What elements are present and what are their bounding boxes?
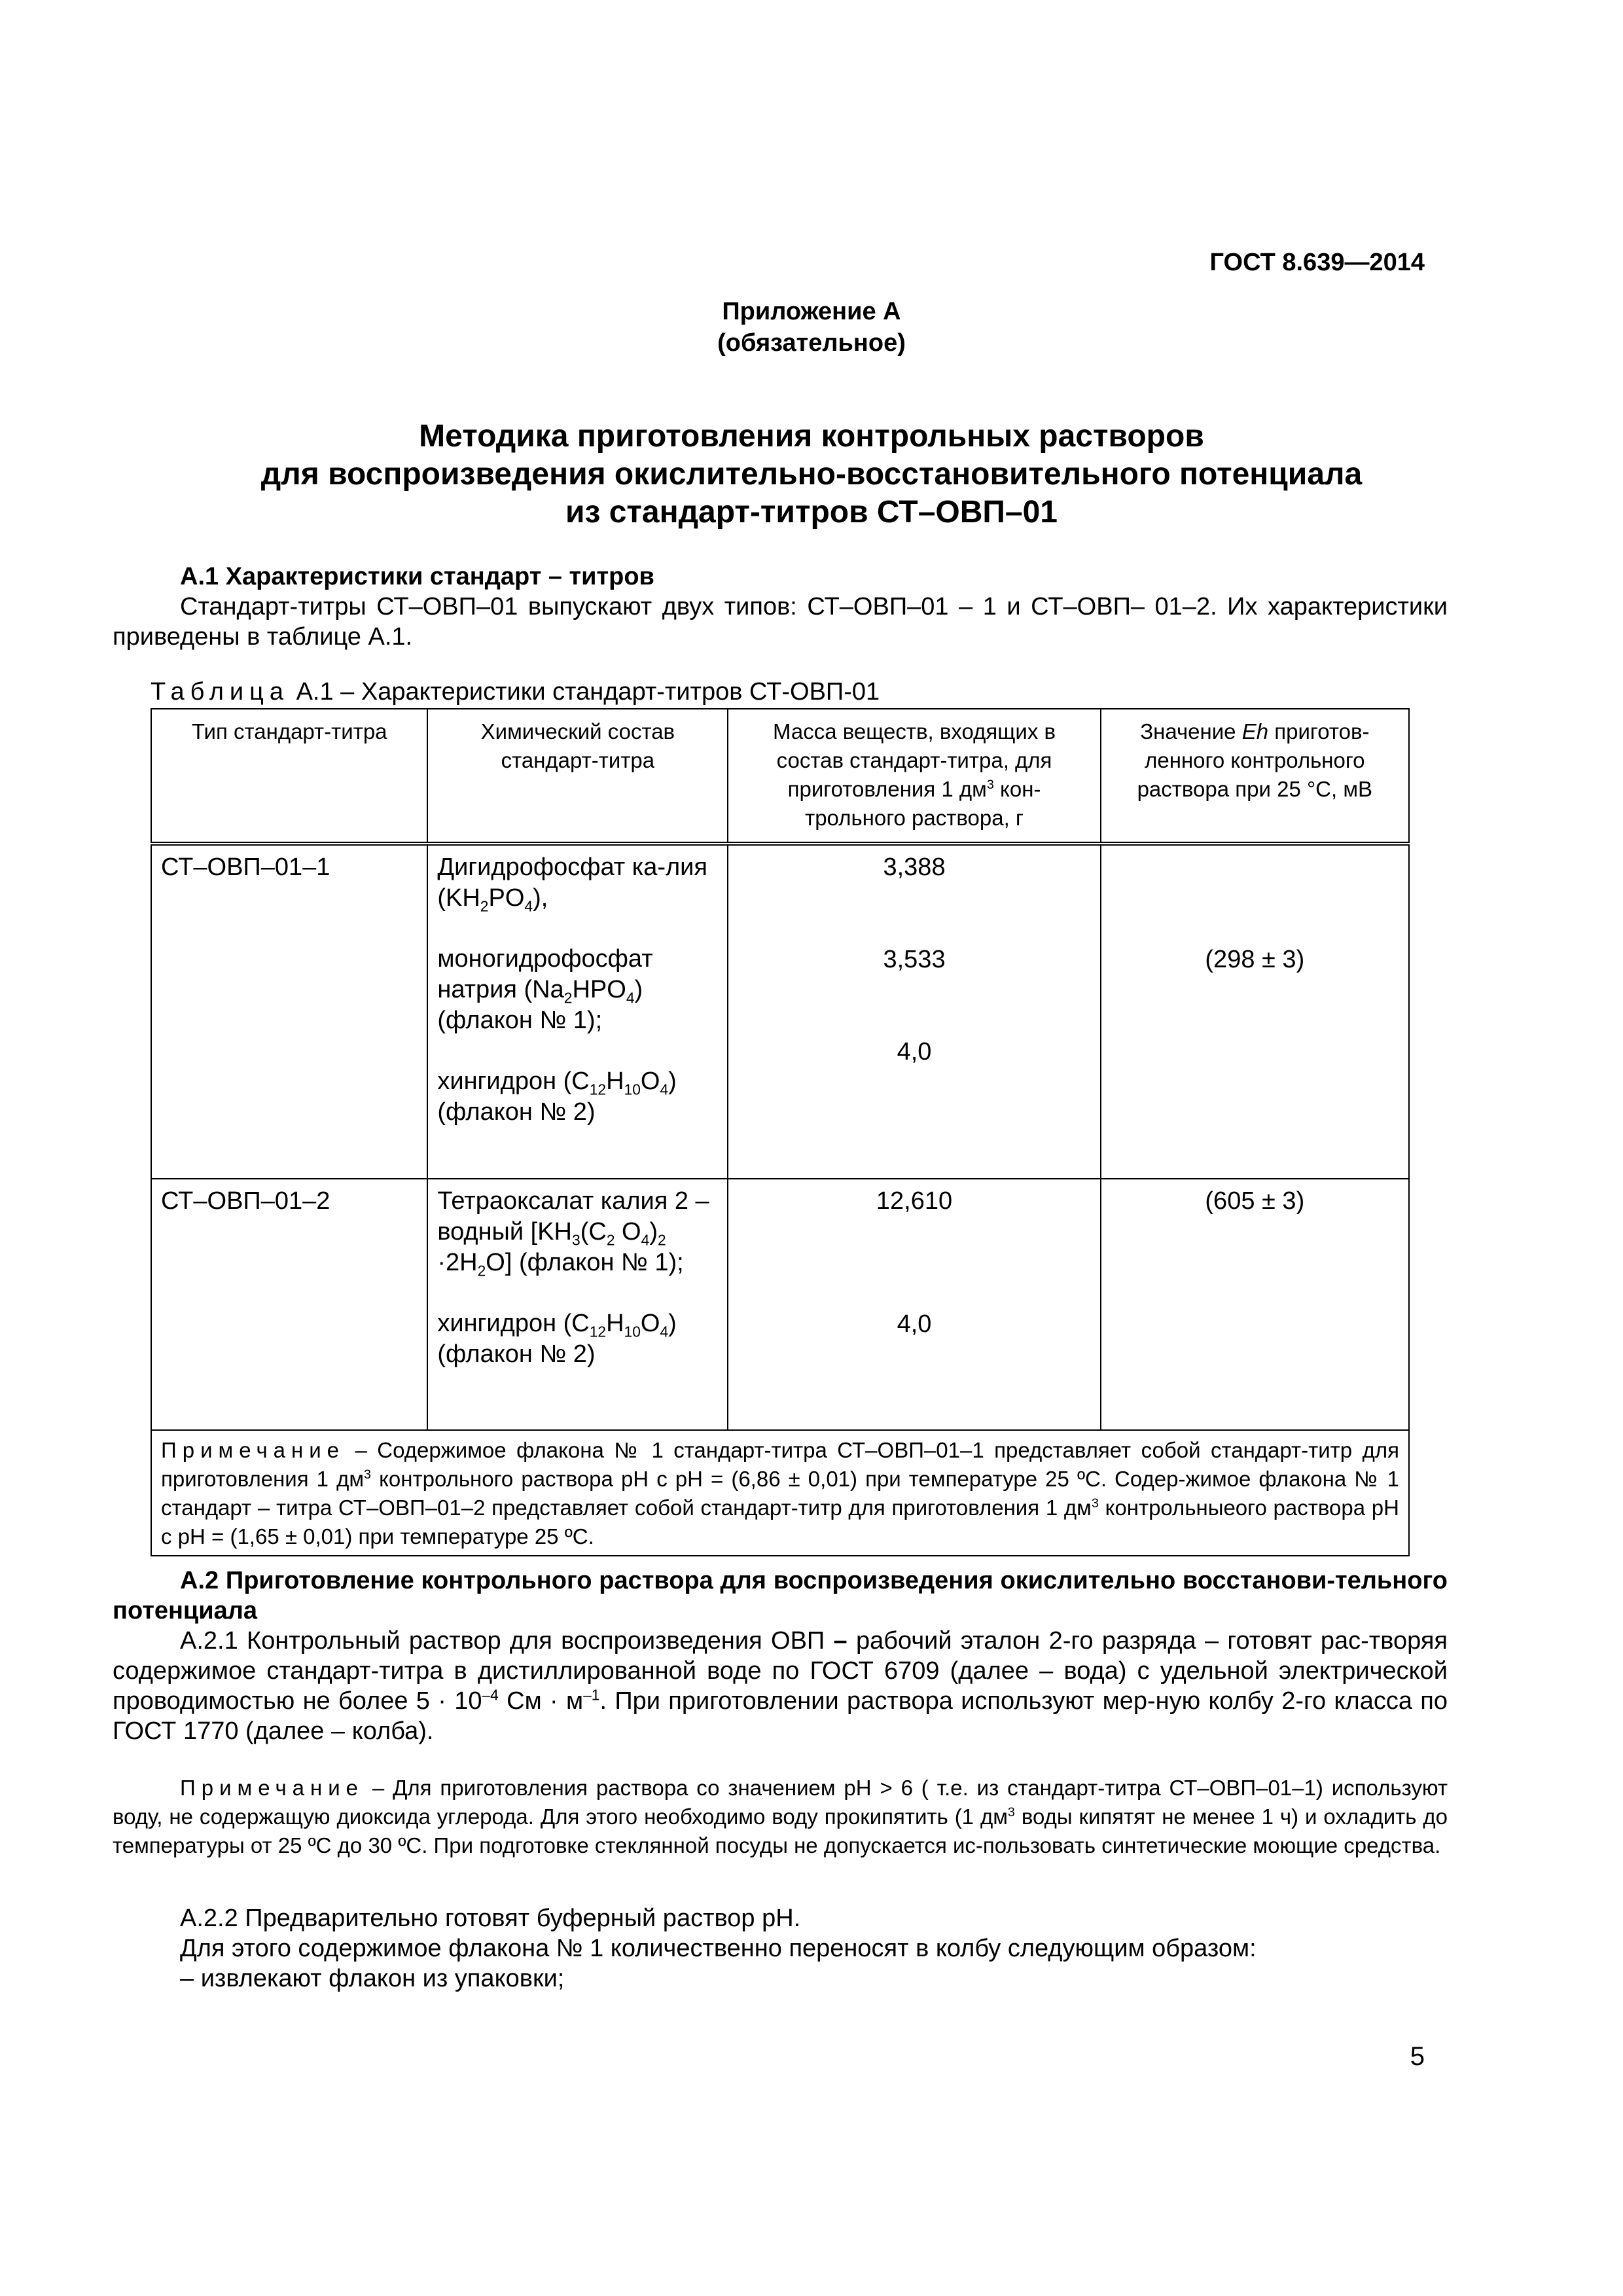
table-caption-word: Таблица	[151, 678, 289, 706]
table-note: Примечание – Содержимое флакона № 1 стандарт-титра СТ–ОВП–01–1 представляет собой стандарт-титр для приготовления 1 $дм^3$ контрольного раствора pH с pH = (6,86 ± 0,01) при температуре 25 ºС. Содер-жимое флакона № 1 стандарт – титра СТ–ОВП–01–2 представляет собой стандарт-титр для приготовления 1 $дм^3$ контрольныеого раствора pH с pH = (1,65 ± 0,01) при температуре 25 ºС.	[151, 1430, 1409, 1556]
document-title	[0, 418, 1623, 531]
header-mass: Масса веществ, входящих в состав стандарт-титра, для приготовления 1 $дм^3$ кон-трольного раствора, г	[728, 709, 1100, 844]
standard-titres-table	[151, 708, 1410, 1556]
row2-type: СТ–ОВП–01–2	[151, 1179, 427, 1430]
section-a2-2	[113, 1903, 1448, 1994]
row1-eh: (298 ± 3)	[1101, 844, 1409, 1179]
annex-status: (обязательное)	[717, 329, 906, 357]
header-composition: Химический состав стандарт-титра	[427, 709, 728, 844]
table-caption	[151, 678, 880, 706]
page-number: 5	[1410, 2042, 1425, 2071]
row1-mass: 3,388 3,533 4,0	[728, 844, 1100, 1179]
section-a2-2-p1: А.2.2 Предварительно готовят буферный раствор pH.	[180, 1905, 801, 1932]
gost-identifier: ГОСТ 8.639—2014	[1209, 249, 1425, 276]
section-a2-2-p3: – извлекают флакон из упаковки;	[180, 1965, 565, 1992]
row1-type: СТ–ОВП–01–1	[151, 844, 427, 1179]
table-note-row	[151, 1430, 1409, 1556]
section-a1	[113, 562, 1448, 652]
note-water-preparation: Примечание – Для приготовления раствора со значением pH > 6 ( т.е. из стандарт-титра СТ–ОВП–01–1) используют воду, не содержащую диоксида углерода. Для этого необходимо воду прокипятить (1 $дм^3$ воды кипятят не менее 1 ч) и охладить до температуры от 25 ºС до 30 ºС. При подготовке стеклянной посуды не допускается ис-пользовать синтетические моющие средства.	[113, 1776, 1448, 1857]
row2-eh: (605 ± 3)	[1101, 1179, 1409, 1430]
row1-composition: Дигидрофосфат ка-лия $(KH_2PO_4)$, моногидрофосфат натрия $(Na_2HPO_4)$ (флакон № 1); хингидрон $(C_{12}H_{10}O_4)$ (флакон № 2)	[427, 844, 728, 1179]
table-row	[151, 844, 1409, 1179]
table-header-row	[151, 709, 1409, 844]
header-eh: Значение Eh приготов-ленного контрольного раствора при 25 °С, мВ	[1101, 709, 1409, 844]
row2-composition: Тетраоксалат калия 2 – водный [$KH_3(C_2$ $O_4)_2 \cdot 2H_2O$] (флакон № 1); хингидрон $(C_{12}H_{10}O_4)$ (флакон № 2)	[427, 1179, 728, 1430]
title-line-2: для воспроизведения окислительно-восстановительного потенциала	[260, 457, 1363, 492]
header-type: Тип стандарт-титра	[151, 709, 427, 844]
section-a2	[113, 1566, 1448, 1746]
title-line-3: из стандарт-титров СТ–ОВП–01	[565, 495, 1058, 529]
section-a1-text: Стандарт-титры СТ–ОВП–01 выпускают двух типов: СТ–ОВП–01 – 1 и СТ–ОВП– 01–2. Их характеристики приведены в таблице А.1.	[113, 593, 1448, 651]
title-line-1: Методика приготовления контрольных растворов	[419, 419, 1204, 454]
section-a1-heading: А.1 Характеристики стандарт – титров	[180, 563, 654, 590]
table-caption-text: А.1 – Характеристики стандарт-титров СТ-ОВП-01	[296, 678, 880, 706]
section-a2-1-text: А.2.1 Контрольный раствор для воспроизведения ОВП – рабочий эталон 2-го разряда – готовят рас-творяя содержимое стандарт-титра в дистиллированной воде по ГОСТ 6709 (далее – вода) с удельной электрической проводимостью не более $5 \cdot 10^{-4}$ См · $м^{-1}$. При приготовлении раствора используют мер-ную колбу 2-го класса по ГОСТ 1770 (далее – колба).	[113, 1627, 1448, 1745]
table-row	[151, 1179, 1409, 1430]
section-a2-2-p2: Для этого содержимое флакона № 1 количественно переносят в колбу следующим образом:	[180, 1935, 1257, 1962]
annex-title: Приложение А	[722, 298, 901, 325]
annex-heading	[0, 296, 1623, 359]
row2-mass: 12,610 4,0	[728, 1179, 1100, 1430]
section-a2-heading: А.2 Приготовление контрольного раствора для воспроизведения окислительно восстанови-тельного потенциала	[113, 1567, 1448, 1624]
